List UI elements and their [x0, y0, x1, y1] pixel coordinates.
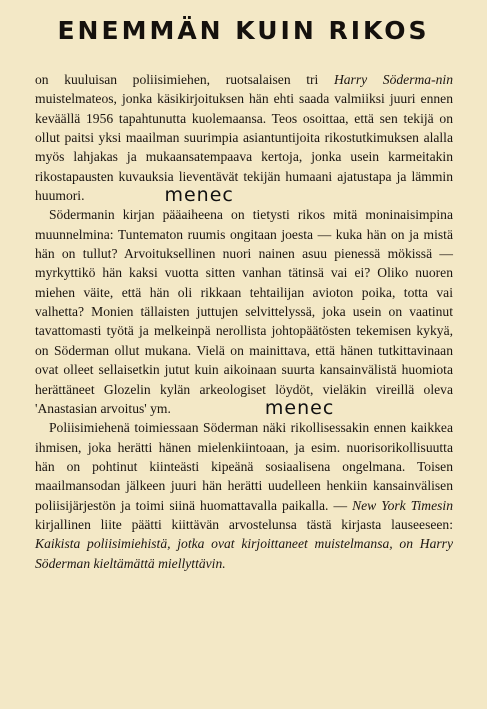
menec-mark: menec [164, 184, 234, 207]
menec-mark: menec [264, 396, 335, 419]
italic-run: New York Timesin [352, 497, 453, 513]
page-title: ENEMMÄN KUIN RIKOS [57, 16, 430, 45]
paragraph [35, 418, 453, 573]
paragraph [35, 70, 453, 205]
italic-run: Harry Söderma-nin [333, 72, 454, 87]
text-run: muistelmateos, jonka käsikirjoituksen hän ehti saada valmiiksi juuri ennen keväällä 1956 tapahtunutta kuolemaansa. Teos osoittaa, että sen tekijä on ollut paitsi yksi maailman suurimpia asiantuntijoita rikostutkimuksen alalla myös lahjakas ja mukaansatempaava kertoja, jonka usein karmeitakin rikostapausten kuvauksia lieventävät tekijän humaani ajatustapa ja lämmin huumori. [35, 91, 453, 204]
body-text [35, 70, 453, 573]
text-run: kirjallinen liite päätti kiittävän arvostelunsa tästä kirjasta lauseeseen: [35, 516, 453, 532]
text-run: Poliisimiehenä toimiessaan Söderman näki rikollisessakin ennen kaikkea ihmisen, joka herätti hänen mielenkiintoaan, ja esim. nuorisorikollisuutta hän on pohtinut kiinteästi kipeänä sosiaalisena ongelmana. Toisen maailmansodan jälkeen juuri hän herätti uudelleen henkiin kansainvälisen poliisijärjestön ja toimi siinä huomattavalla paikalla. — [35, 420, 453, 513]
text-run: Södermanin kirjan pääaiheena on tietysti rikos mitä moninaisimpina muunnelmina: Tuntematon ruumis ongitaan joesta — kuka hän on ja mistä hän on tullut? Arvoituksellinen nuori nainen asuu pienessä mökissä — myrkyttikö hän kaksi vuotta sitten vanhan tätinsä vai ei? Oliko nuoren miehen väite, että hän oli rikkaan tehtailijan avioton poika, totta vai valhetta? Monien tällaisten juttujen selvittelyssä, joka usein on vaatinut tavattomasti työtä ja melkeinpä nerollista johtopäätösten tekemisen kykyä, on Söderman ollut mukana. Vielä on mainittava, että hänen tutkittavinaan ovat olleet sellaisetkin jutut kuin aikoinaan suurta kansainvälistä huomiota herättäneet Glozelin kylän arkeologiset löydöt, vieläkin vireillä oleva 'Anastasian arvoitus' ym. [35, 207, 453, 416]
italic-run: Kaikista poliisimiehistä, jotka ovat kirjoittaneet muistelmansa, on Harry Söderman kieltämättä miellyttävin. [35, 536, 453, 571]
text-run: on kuuluisan poliisimiehen, ruotsalaisen tri [35, 72, 334, 87]
paragraph [35, 205, 453, 418]
